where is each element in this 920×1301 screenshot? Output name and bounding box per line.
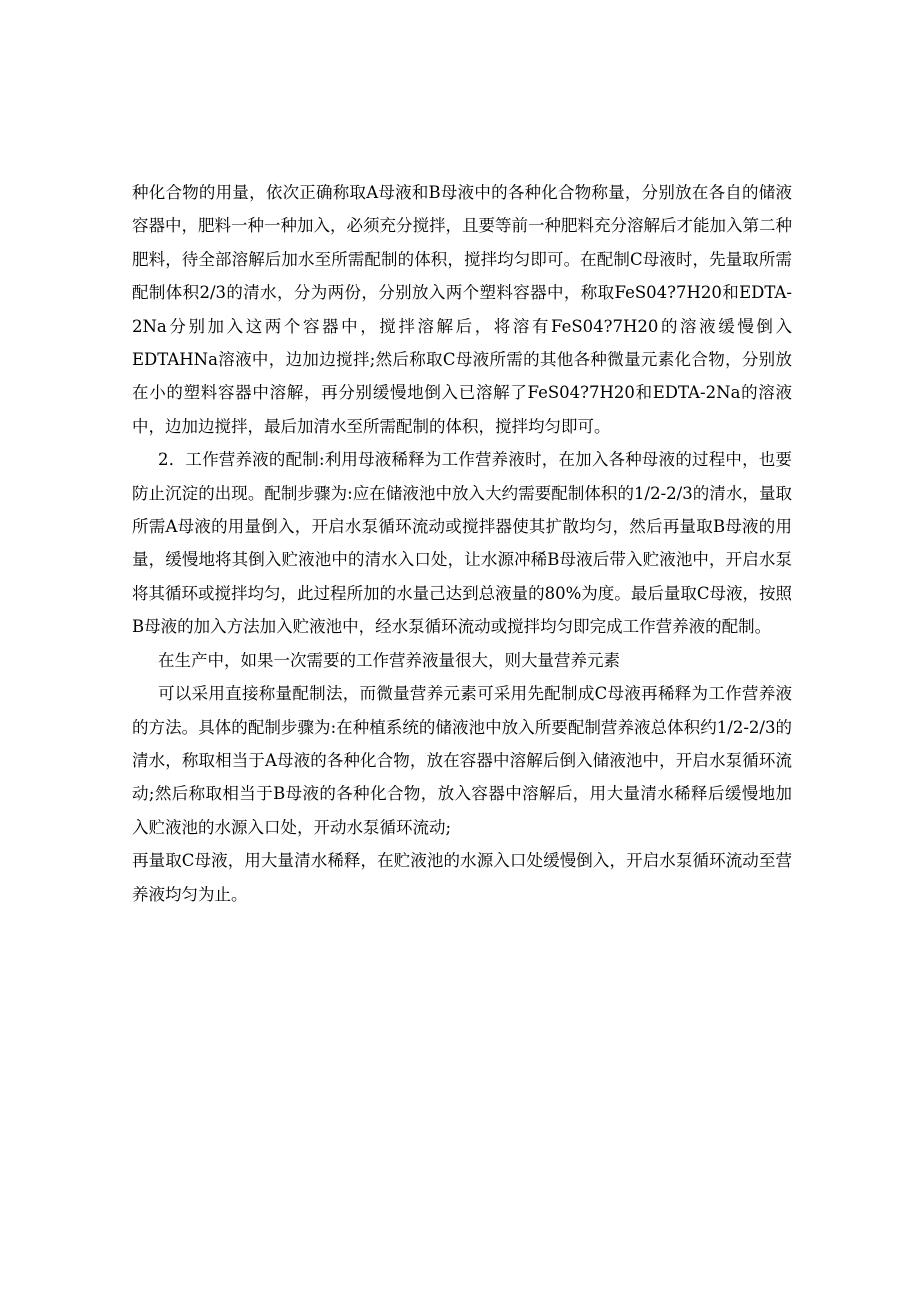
paragraph-working-solution: 2．工作营养液的配制:利用母液稀释为工作营养液时，在加入各种母液的过程中，也要防止沉淀的出现。配制步骤为:应在储液池中放入大约需要配制体积的1/2-2/3的清水，量取所需A母液的用量倒入，开启水泵循环流动或搅拌器使其扩散均匀，然后再量取B母液的用量，缓慢地将其倒入贮液池中的清水入口处，让水源冲稀B母液后带入贮液池中，开启水泵将其循环或搅拌均匀，此过程所加的水量己达到总液量的80%为度。最后量取C母液，按照B母液的加入方法加入贮液池中，经水泵循环流动或搅拌均匀即完成工作营养液的配制。	[132, 450, 792, 637]
document-body	[132, 176, 792, 911]
paragraph-direct-weighing: 可以采用直接称量配制法，而微量营养元素可采用先配制成C母液再稀释为工作营养液的方法。具体的配制步骤为:在种植系统的储液池中放入所要配制营养液总体积约1/2-2/3的清水，称取相当于A母液的各种化合物，放在容器中溶解后倒入储液池中，开启水泵循环流动;然后称取相当于B母液的各种化合物，放入容器中溶解后，用大量清水稀释后缓慢地加入贮液池的水源入口处，开动水泵循环流动;	[132, 684, 792, 837]
paragraph-production-intro: 在生产中，如果一次需要的工作营养液量很大，则大量营养元素	[158, 650, 620, 670]
paragraph-c-stock-dilution: 再量取C母液，用大量清水稀释，在贮液池的水源入口处缓慢倒入，开启水泵循环流动至营养液均匀为止。	[132, 851, 792, 904]
paragraph-c-stock-preparation: 种化合物的用量，依次正确称取A母液和B母液中的各种化合物称量，分别放在各自的储液容器中，肥料一种一种加入，必须充分搅拌，且要等前一种肥料充分溶解后才能加入第二种肥料，待全部溶解后加水至所需配制的体积，搅拌均匀即可。在配制C母液时，先量取所需配制体积2/3的清水，分为两份，分别放入两个塑料容器中，称取FeS04?7H20和EDTA-2Na分别加入这两个容器中，搅拌溶解后，将溶有FeS04?7H20的溶液缓慢倒入EDTAHNa溶液中，边加边搅拌;然后称取C母液所需的其他各种微量元素化合物，分别放在小的塑料容器中溶解，再分别缓慢地倒入已溶解了FeS04?7H20和EDTA-2Na的溶液中，边加边搅拌，最后加清水至所需配制的体积，搅拌均匀即可。	[132, 183, 792, 436]
